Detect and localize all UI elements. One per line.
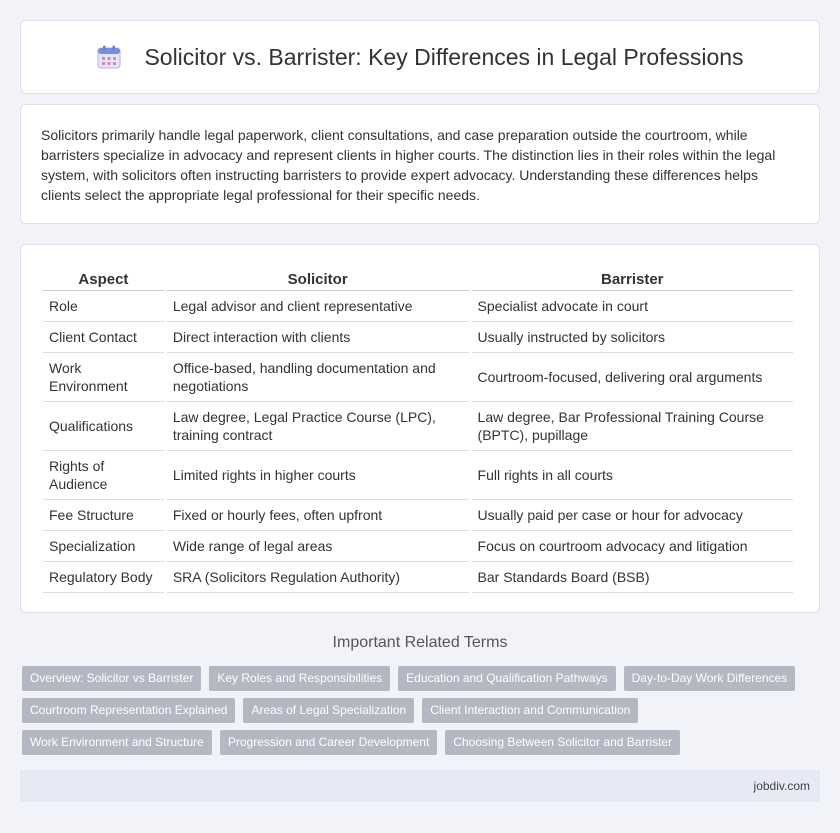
tag-link[interactable]: Progression and Career Development	[220, 730, 437, 755]
header-barrister: Barrister	[472, 265, 793, 291]
cell-barrister: Courtroom-focused, delivering oral arguments	[472, 353, 793, 402]
tag-link[interactable]: Key Roles and Responsibilities	[209, 666, 390, 691]
footer	[20, 770, 820, 802]
cell-aspect: Client Contact	[43, 322, 164, 353]
cell-aspect: Work Environment	[43, 353, 164, 402]
title-card	[20, 20, 820, 94]
tag-link[interactable]: Overview: Solicitor vs Barrister	[22, 666, 201, 691]
cell-solicitor: Legal advisor and client representative	[167, 291, 469, 322]
related-terms-title: Important Related Terms	[332, 634, 508, 651]
tag-link[interactable]: Work Environment and Structure	[22, 730, 212, 755]
cell-solicitor: Direct interaction with clients	[167, 322, 469, 353]
tag-link[interactable]: Choosing Between Solicitor and Barrister	[445, 730, 680, 755]
cell-barrister: Specialist advocate in court	[472, 291, 793, 322]
cell-barrister: Bar Standards Board (BSB)	[472, 562, 793, 593]
page-title	[96, 44, 743, 71]
table-row	[43, 562, 793, 593]
cell-barrister: Law degree, Bar Professional Training Course (BPTC), pupillage	[472, 402, 793, 451]
intro-text: Solicitors primarily handle legal paperwork, client consultations, and case preparation outside the courtroom, while barristers specialize in advocacy and represent clients in higher courts. The distinction lies in their roles within the legal system, with solicitors often instructing barristers to provide expert advocacy. Understanding these differences helps clients select the appropriate legal professional for their specific needs.	[41, 127, 776, 203]
page-title-text: Solicitor vs. Barrister: Key Differences in Legal Professions	[144, 43, 744, 70]
table-row	[43, 500, 793, 531]
footer-site[interactable]: jobdiv.com	[753, 779, 810, 793]
table-row	[43, 402, 793, 451]
header-solicitor: Solicitor	[167, 265, 469, 291]
cell-aspect: Role	[43, 291, 164, 322]
tag-row	[22, 666, 822, 698]
table-row	[43, 451, 793, 500]
tag-link[interactable]: Day-to-Day Work Differences	[624, 666, 796, 691]
table-row	[43, 353, 793, 402]
tag-row	[22, 698, 822, 730]
tag-link[interactable]: Areas of Legal Specialization	[243, 698, 414, 723]
table-row	[43, 291, 793, 322]
comparison-card	[20, 244, 820, 613]
cell-aspect: Specialization	[43, 531, 164, 562]
tag-row	[22, 730, 822, 762]
tag-link[interactable]: Client Interaction and Communication	[422, 698, 638, 723]
calendar-icon	[96, 44, 122, 70]
tag-link[interactable]: Education and Qualification Pathways	[398, 666, 615, 691]
cell-solicitor: SRA (Solicitors Regulation Authority)	[167, 562, 469, 593]
header-aspect: Aspect	[43, 265, 164, 291]
cell-barrister: Usually paid per case or hour for advocacy	[472, 500, 793, 531]
intro-card	[20, 104, 820, 224]
cell-solicitor: Limited rights in higher courts	[167, 451, 469, 500]
cell-barrister: Full rights in all courts	[472, 451, 793, 500]
cell-aspect: Rights of Audience	[43, 451, 164, 500]
related-terms-tags	[22, 666, 822, 762]
tag-link[interactable]: Courtroom Representation Explained	[22, 698, 235, 723]
comparison-table	[40, 265, 796, 593]
table-row	[43, 322, 793, 353]
cell-barrister: Focus on courtroom advocacy and litigation	[472, 531, 793, 562]
cell-aspect: Regulatory Body	[43, 562, 164, 593]
cell-solicitor: Fixed or hourly fees, often upfront	[167, 500, 469, 531]
cell-solicitor: Wide range of legal areas	[167, 531, 469, 562]
table-row	[43, 531, 793, 562]
cell-aspect: Fee Structure	[43, 500, 164, 531]
cell-barrister: Usually instructed by solicitors	[472, 322, 793, 353]
cell-aspect: Qualifications	[43, 402, 164, 451]
cell-solicitor: Office-based, handling documentation and negotiations	[167, 353, 469, 402]
table-header-row	[43, 265, 793, 291]
cell-solicitor: Law degree, Legal Practice Course (LPC), training contract	[167, 402, 469, 451]
